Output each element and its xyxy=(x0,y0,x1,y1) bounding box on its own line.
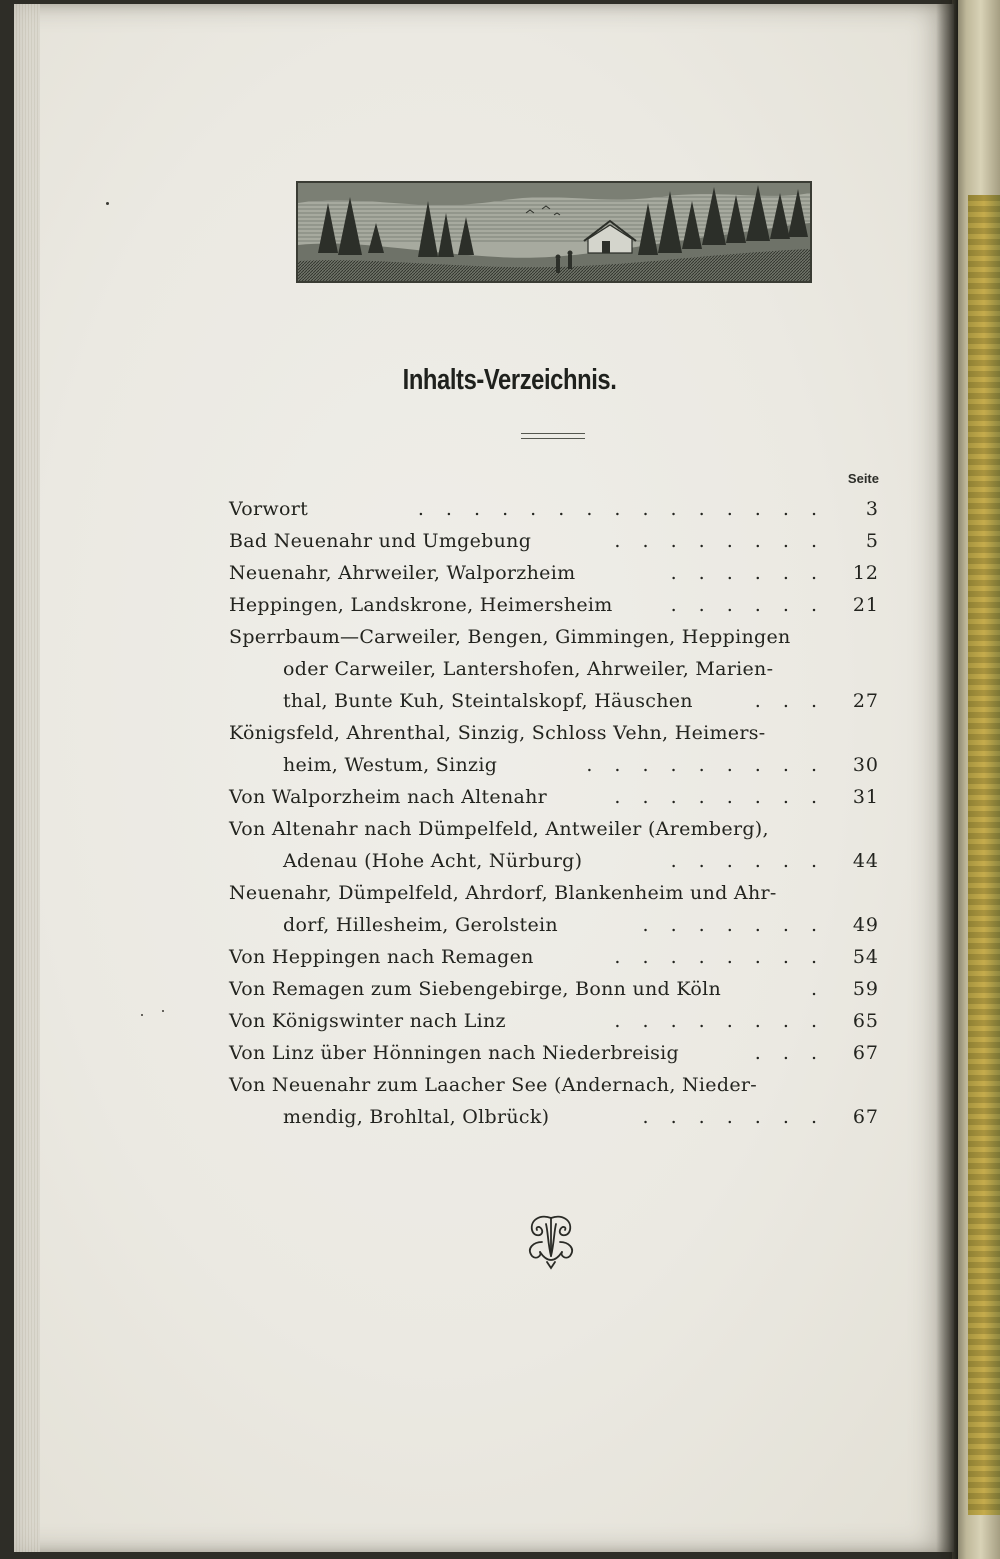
toc-page-number: 27 xyxy=(852,690,879,712)
toc-entry xyxy=(229,877,879,941)
paper-speck xyxy=(106,202,109,205)
toc-entry xyxy=(229,589,879,621)
leader-dots: . . . . . . . . xyxy=(614,786,825,808)
toc-entry-text: Von Neuenahr zum Laacher See (Andernach, Nieder- xyxy=(229,1074,757,1096)
toc-entry xyxy=(229,1037,879,1069)
leader-dots: . . . . . . xyxy=(670,562,825,584)
toc-page-number: 54 xyxy=(852,946,879,968)
leader-dots: . . . . . . . . xyxy=(614,530,825,552)
ornament-fleuron-icon xyxy=(518,1212,584,1274)
toc-entry-text: Von Heppingen nach Remagen xyxy=(229,946,534,968)
leader-dots: . . . . . . . . xyxy=(614,1010,825,1032)
toc-page-number: 67 xyxy=(852,1106,879,1128)
toc-entry xyxy=(229,525,879,557)
toc-entry-text: Von Königswinter nach Linz xyxy=(229,1010,506,1032)
page-title: Inhalts-Verzeichnis. xyxy=(402,364,617,396)
toc-entry xyxy=(229,813,879,877)
toc-page-number: 5 xyxy=(865,530,879,552)
toc-entry xyxy=(229,717,879,781)
toc-page-number: 12 xyxy=(852,562,879,584)
toc-entry-text: Heppingen, Landskrone, Heimersheim xyxy=(229,594,613,616)
toc-entry-text: Von Linz über Hönningen nach Niederbreisig xyxy=(229,1042,679,1064)
toc-entry-text: Bad Neuenahr und Umgebung xyxy=(229,530,532,552)
toc-entry xyxy=(229,941,879,973)
toc-page-number: 31 xyxy=(852,786,879,808)
toc-entry-text: Neuenahr, Ahrweiler, Walporzheim xyxy=(229,562,576,584)
toc-entry-text: Von Remagen zum Siebengebirge, Bonn und Köln xyxy=(229,978,721,1000)
toc-entry-text: Von Altenahr nach Dümpelfeld, Antweiler (Aremberg), xyxy=(229,818,769,840)
toc-entry-text: Vorwort xyxy=(229,498,309,520)
toc-page-number: 21 xyxy=(852,594,879,616)
leader-dots: . . . xyxy=(754,690,825,712)
leader-dots: . . . xyxy=(754,1042,825,1064)
toc-entry-text: Sperrbaum—Carweiler, Bengen, Gimmingen, Heppingen xyxy=(229,626,791,648)
toc-entry xyxy=(229,557,879,589)
toc-entry xyxy=(229,621,879,717)
toc-entry-text: thal, Bunte Kuh, Steintalskopf, Häuschen xyxy=(283,690,693,712)
title-divider xyxy=(521,433,585,439)
leader-dots: . . . . . . . . . xyxy=(586,754,825,776)
toc-page-number: 59 xyxy=(852,978,879,1000)
paper-speck xyxy=(162,1010,164,1012)
leader-dots: . . . . . . . . xyxy=(614,946,825,968)
page-edge xyxy=(14,4,40,1552)
paper-speck xyxy=(141,1014,143,1016)
toc-entry xyxy=(229,1069,879,1133)
leader-dots: . . . . . . . . . . . . . . . xyxy=(417,498,825,520)
leader-dots: . . . . . . . xyxy=(642,1106,825,1128)
landscape-engraving-icon xyxy=(296,181,812,283)
toc-page-number: 67 xyxy=(852,1042,879,1064)
leader-dots: . xyxy=(810,978,825,1000)
leader-dots: . . . . . . xyxy=(670,594,825,616)
toc-entry-text: dorf, Hillesheim, Gerolstein xyxy=(283,914,558,936)
toc-entry-text: Neuenahr, Dümpelfeld, Ahrdorf, Blankenheim und Ahr- xyxy=(229,882,777,904)
toc-entry-text: heim, Westum, Sinzig xyxy=(283,754,498,776)
toc-entry xyxy=(229,781,879,813)
toc-page-number: 65 xyxy=(852,1010,879,1032)
page-column-header: Seite xyxy=(847,471,879,486)
toc-page-number: 3 xyxy=(865,498,879,520)
toc-page-number: 49 xyxy=(852,914,879,936)
facing-page-illustration xyxy=(968,195,1000,1515)
toc-entry-text: Von Walporzheim nach Altenahr xyxy=(229,786,548,808)
toc-entry-text: oder Carweiler, Lantershofen, Ahrweiler, Marien- xyxy=(283,658,774,680)
toc-entry xyxy=(229,1005,879,1037)
toc-entry-text: mendig, Brohltal, Olbrück) xyxy=(283,1106,550,1128)
spine-shadow xyxy=(936,0,958,1559)
toc-entry-text: Adenau (Hohe Acht, Nürburg) xyxy=(283,850,583,872)
toc-entry xyxy=(229,973,879,1005)
toc-page-number: 44 xyxy=(852,850,879,872)
toc-entry xyxy=(229,493,879,525)
toc-page-number: 30 xyxy=(852,754,879,776)
leader-dots: . . . . . . xyxy=(670,850,825,872)
toc-entry-text: Königsfeld, Ahrenthal, Sinzig, Schloss Vehn, Heimers- xyxy=(229,722,766,744)
leader-dots: . . . . . . . xyxy=(642,914,825,936)
